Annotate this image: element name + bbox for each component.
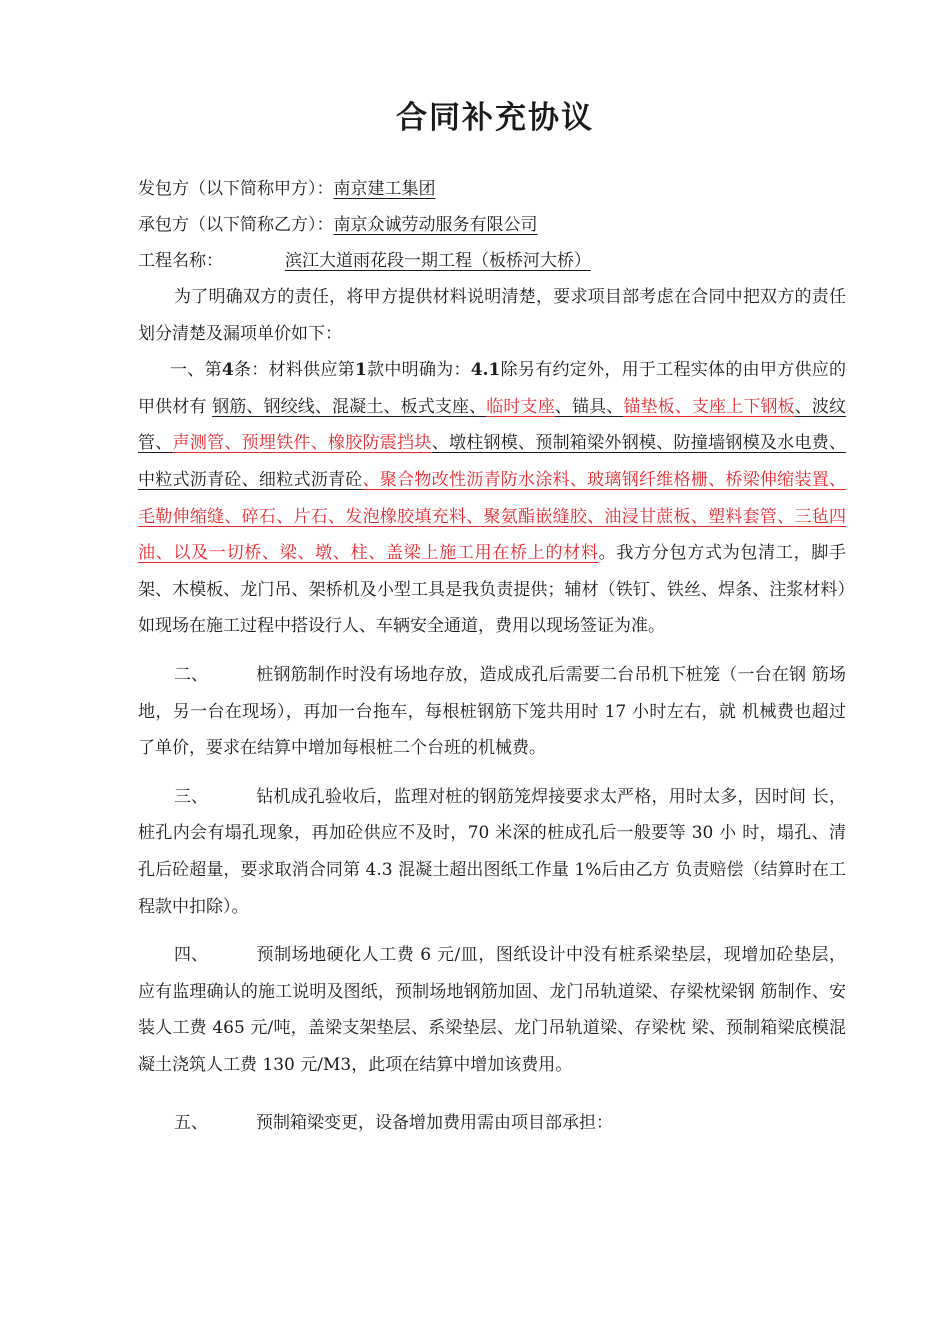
party-a-line xyxy=(138,171,846,207)
party-b-line xyxy=(138,207,846,243)
s1-mid2: 款中明确为： xyxy=(366,360,471,381)
s1-highlight-2: 锚垫板、支座上下钢板 xyxy=(623,396,795,417)
document-title: 合同补充协议 xyxy=(396,100,594,136)
s1-highlight-4: 、聚合物改性沥青防水涂料、玻璃钢纤维格栅、桥梁伸缩装置、毛勒伸缩缝、碎石、片石、发泡橡胶填充料、聚氨酯嵌缝胶、油浸甘蔗板、塑料套管、三毡四油、以及一切桥、梁、墩、柱、盖梁上施工用在桥上的材料 xyxy=(138,469,847,564)
s5-number: 五、 xyxy=(174,1113,208,1134)
party-b-value: 南京众诚劳动服务有限公司 xyxy=(333,215,538,235)
section-3 xyxy=(138,779,846,925)
project-label: 工程名称： xyxy=(138,251,223,271)
project-value: 滨江大道雨花段一期工程（板桥河大桥） xyxy=(285,251,591,271)
intro-paragraph: 为了明确双方的责任，将甲方提供材料说明清楚，要求项目部考虑在合同中把双方的责任划分清楚及漏项单价如下： xyxy=(138,287,846,344)
s3-number: 三、 xyxy=(174,786,208,807)
s3-text: 钻机成孔验收后，监理对桩的钢筋笼焊接要求太严格，用时太多，因时间 长，桩孔内会有塌孔现象，再加砼供应不及时，70 米深的桩成孔后一般要等 30 小 时，塌孔、清孔后砼超量，要求取消合同第 4.3 混凝土超出图纸工作量 1%后由乙方 负责赔偿（结算时在工程款中扣除）。 xyxy=(138,786,846,917)
section-5 xyxy=(138,1105,846,1142)
party-b-label: 承包方（以下简称乙方）： xyxy=(138,215,334,235)
party-a-value: 南京建工集团 xyxy=(333,179,436,199)
s1-materials-1: 钢筋、钢绞线、混凝土、板式支座、 xyxy=(212,396,487,417)
section-1 xyxy=(138,352,846,645)
project-line xyxy=(138,243,846,279)
s1-subclause-number: 4.1 xyxy=(470,360,501,381)
s1-highlight-1: 临时支座 xyxy=(486,396,555,417)
s1-prefix: 一、第 xyxy=(170,360,222,381)
s1-article-number: 4 xyxy=(221,360,234,381)
s4-number: 四、 xyxy=(174,945,208,966)
s5-text: 预制箱梁变更，设备增加费用需由项目部承担： xyxy=(256,1113,613,1134)
s1-clause-number: 1 xyxy=(354,360,367,381)
section-4 xyxy=(138,937,846,1083)
s1-materials-3: 、波纹管、 xyxy=(138,396,847,454)
section-2 xyxy=(138,657,846,767)
s1-tail: 。我方分包方式为包清工，脚手架、木模板、龙门吊、架桥机及小型工具是我负责提供；辅材（铁钉、铁丝、焊条、注浆材料）如现场在施工过程中搭设行人、车辆安全通道，费用以现场签证为准。 xyxy=(138,543,847,637)
s1-mid3: 除另有约定外，用于工程实体的由甲方供应的甲供材有 xyxy=(138,360,847,417)
s1-materials-4: 、墩柱钢模、预制箱梁外钢模、防撞墙钢模及水电费、中粒式沥青砼、细粒式沥青砼 xyxy=(138,433,847,490)
s1-mid1: 条：材料供应第 xyxy=(233,360,355,381)
s2-number: 二、 xyxy=(174,664,208,685)
s1-materials-2: 、锚具、 xyxy=(554,396,624,417)
party-a-label: 发包方（以下简称甲方）： xyxy=(138,179,334,199)
s1-highlight-3: 声测管、预埋铁件、橡胶防震挡块 xyxy=(172,433,432,454)
s4-text: 预制场地硬化人工费 6 元/皿，图纸设计中没有桩系梁垫层，现增加砼垫层， 应有监理确认的施工说明及图纸，预制场地钢筋加固、龙门吊轨道梁、存梁枕梁钢 筋制作、安装人工费 465 元/吨，盖梁支架垫层、系梁垫层、龙门吊轨道梁、存梁枕 梁、预制箱梁底模混凝土浇筑人工费 130 元/M3，此项在结算中增加该费用。 xyxy=(138,945,846,1075)
s2-text: 桩钢筋制作时没有场地存放，造成成孔后需要二台吊机下桩笼（一台在钢 筋场地，另一台在现场），再加一台拖车，每根桩钢筋下笼共用时 17 小时左右，就 机械费也超过了单价，要求在结算中增加每根桩二个台班的机械费。 xyxy=(138,664,846,759)
